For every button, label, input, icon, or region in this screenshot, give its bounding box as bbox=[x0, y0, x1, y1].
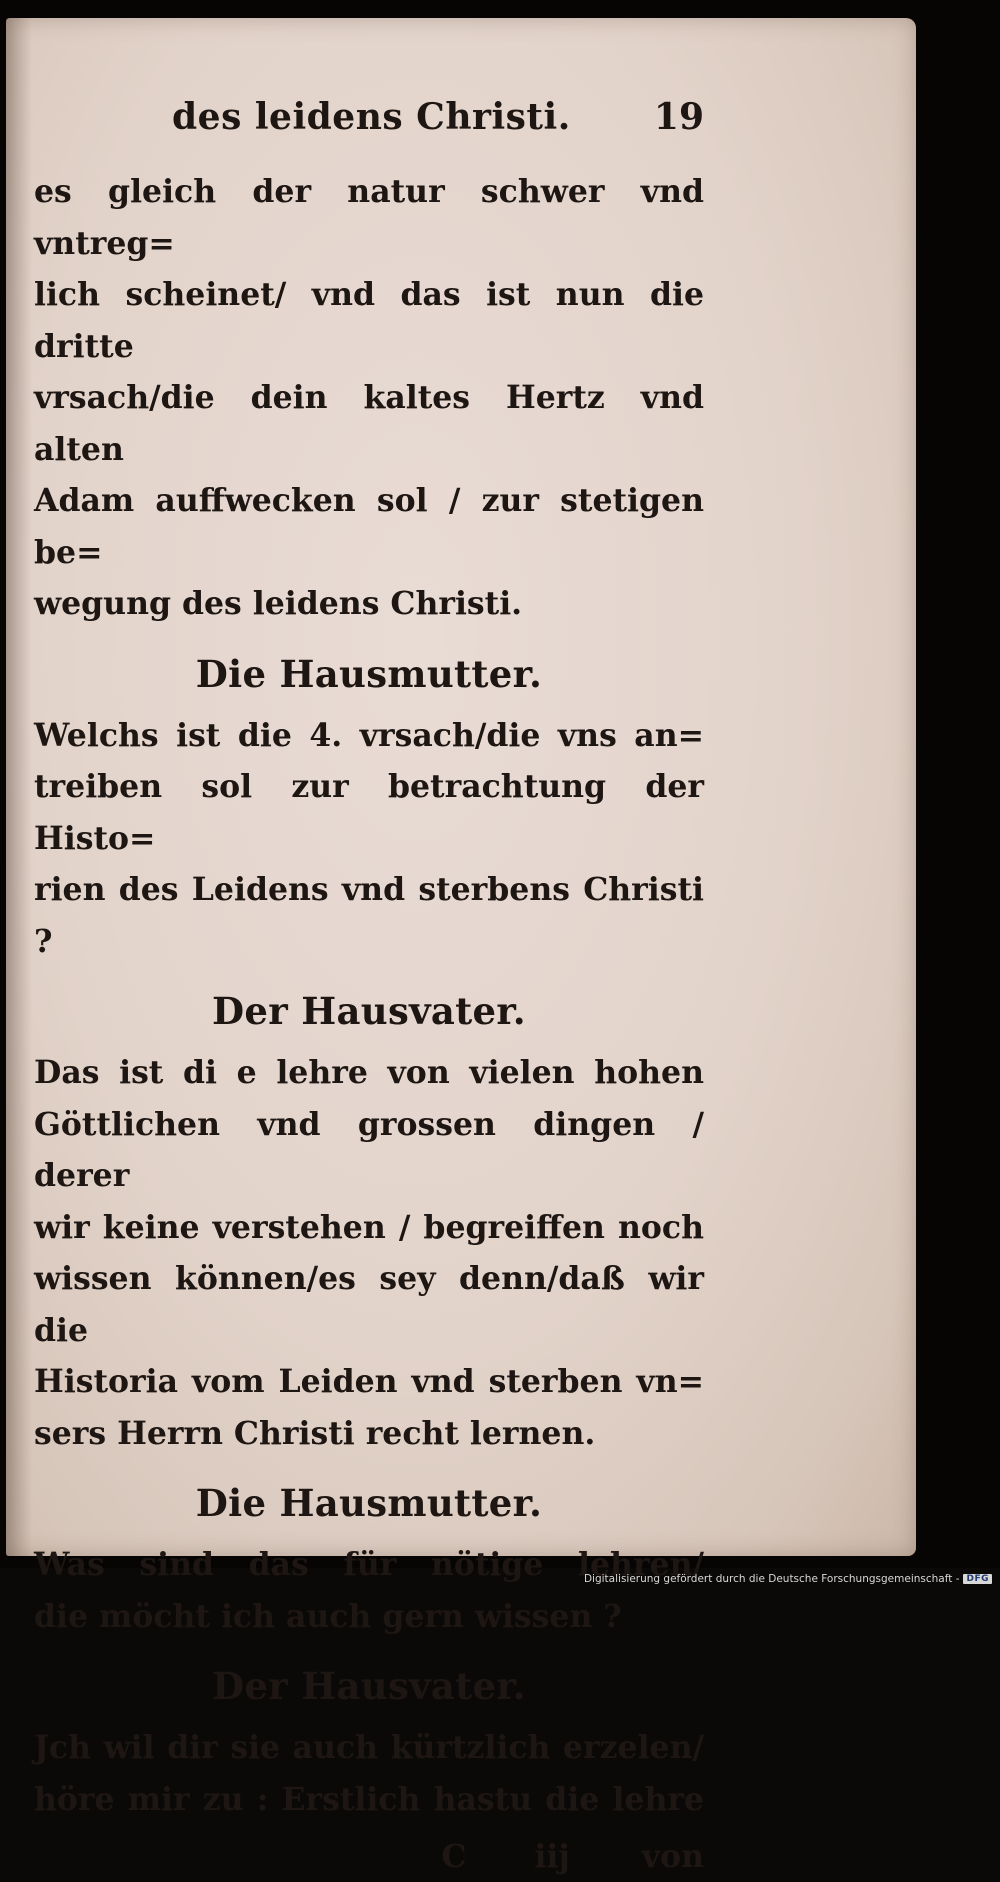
text-line: Historia vom Leiden vnd sterben vn= bbox=[34, 1363, 704, 1400]
text-line: Das ist di e lehre von vielen hohen bbox=[34, 1054, 704, 1091]
text-line: wegung des leidens Christi. bbox=[34, 585, 523, 622]
signature-mark: C bbox=[441, 1838, 467, 1875]
text-line: Welchs ist die 4. vrsach/die vns an= bbox=[34, 716, 704, 754]
text-line: höre mir zu : Erstlich hastu die lehre bbox=[34, 1780, 704, 1818]
speaker-heading: Der Hausvater. bbox=[212, 1664, 526, 1708]
text-line: Jch wil dir sie auch kürtzlich erzelen/ bbox=[34, 1729, 704, 1766]
paragraph-2 bbox=[34, 710, 704, 968]
text-block bbox=[34, 94, 704, 1882]
dfg-logo: DFG bbox=[963, 1574, 992, 1584]
text-line: die möcht ich auch gern wissen ? bbox=[34, 1597, 622, 1635]
speaker-heading: Die Hausmutter. bbox=[195, 1481, 543, 1525]
text-line: Was sind das für nötige lehren/ bbox=[34, 1546, 704, 1583]
catchword: von bbox=[641, 1838, 704, 1875]
speaker-heading: Der Hausvater. bbox=[212, 989, 526, 1033]
text-line: es gleich der natur schwer vnd vntreg= bbox=[34, 173, 704, 262]
speaker-heading: Die Hausmutter. bbox=[195, 651, 543, 696]
text-line: treiben sol zur betrachtung der Histo= bbox=[34, 768, 704, 857]
text-line: wissen können/es sey denn/daß wir die bbox=[34, 1260, 704, 1349]
running-head bbox=[34, 94, 704, 166]
credit-text: Digitalisierung gefördert durch die Deutsche Forschungsgemeinschaft - bbox=[583, 1573, 960, 1585]
text-line: Adam auffwecken sol / zur stetigen be= bbox=[34, 482, 704, 571]
text-line: wir keine verstehen / begreiffen noch bbox=[34, 1208, 704, 1246]
text-line: vrsach/die dein kaltes Hertz vnd alten bbox=[34, 379, 704, 468]
text-line: rien des Leidens vnd sterbens Christi ? bbox=[34, 871, 704, 960]
paragraph-3 bbox=[34, 1047, 704, 1459]
paragraph-5 bbox=[34, 1722, 704, 1825]
text-line: Göttlichen vnd grossen dingen / derer bbox=[34, 1105, 704, 1194]
paragraph-4 bbox=[34, 1539, 704, 1642]
signature-number: iij bbox=[534, 1838, 570, 1875]
catchline bbox=[34, 1831, 704, 1882]
text-line: lich scheinet/ vnd das ist nun die dritte bbox=[34, 276, 704, 365]
paragraph-1 bbox=[34, 166, 704, 630]
running-title: des leidens Christi. bbox=[172, 96, 571, 138]
page-number: 19 bbox=[653, 96, 704, 138]
digitization-credit bbox=[584, 1573, 992, 1585]
text-line: sers Herrn Christi recht lernen. bbox=[34, 1414, 596, 1452]
